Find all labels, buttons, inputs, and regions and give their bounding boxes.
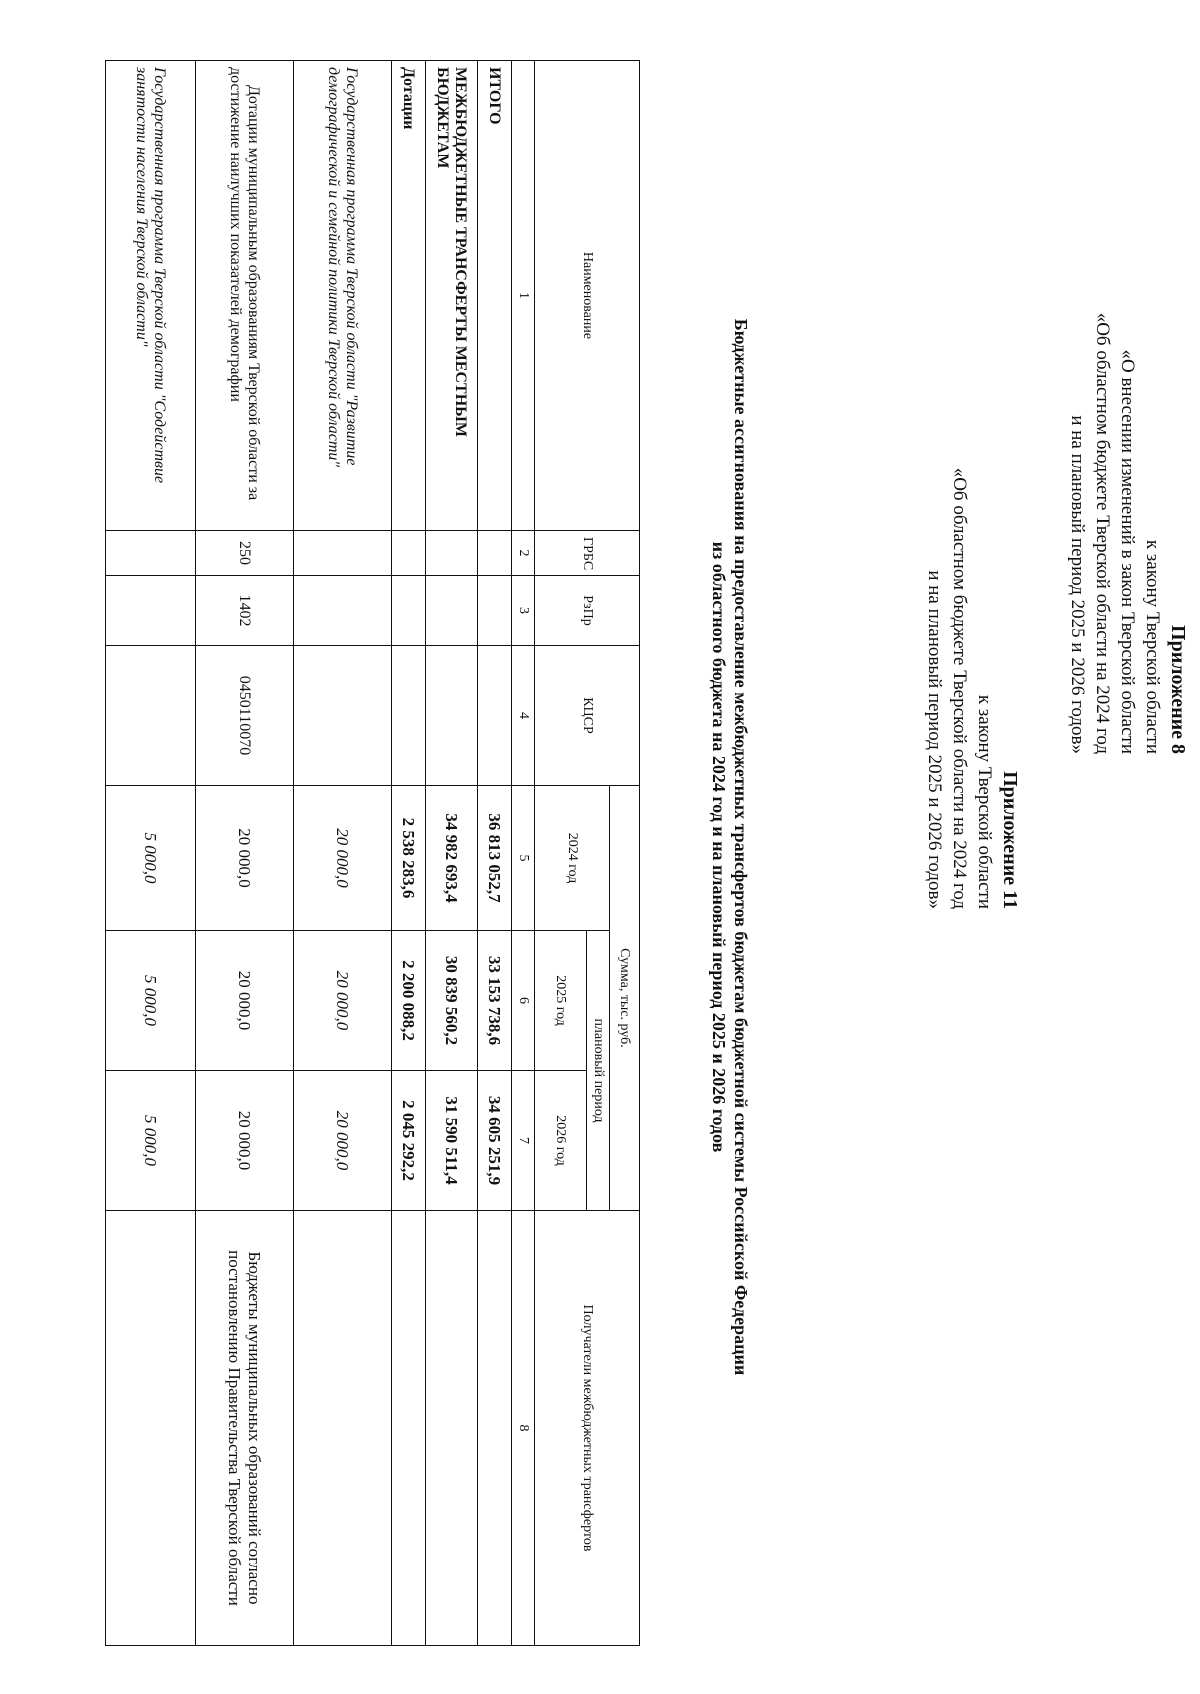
- row-recipients: [478, 1211, 512, 1646]
- row-amount-2025: 30 839 560,2: [426, 931, 478, 1071]
- appendix-11-line: «Об областном бюджете Тверской области на 2024 год: [949, 467, 970, 909]
- table-row-program-employment: [106, 61, 196, 1646]
- header-2024: 2024 год: [535, 786, 610, 931]
- row-kcsr: [294, 646, 392, 786]
- row-amount-2024: 20 000,0: [294, 786, 392, 931]
- row-amount-2025: 33 153 738,6: [478, 931, 512, 1071]
- appendix-11-line: и на плановый период 2025 и 2026 годов»: [924, 570, 945, 909]
- row-kcsr: [392, 646, 426, 786]
- table-row-interbudget-transfers: [426, 61, 478, 1646]
- column-number: 3: [512, 576, 535, 646]
- row-grbs: [106, 531, 196, 576]
- document-title-line: Бюджетные ассигнования на предоставление межбюджетных трансфертов бюджетам бюджетной системы Российской Федерации: [731, 318, 751, 1376]
- appendix-8-line: «Об областном бюджете Тверской области на 2024 год: [1092, 312, 1113, 754]
- row-recipients: Бюджеты муниципальных образований согласно постановлению Правительства Тверской области: [196, 1211, 294, 1646]
- row-amount-2024: 5 000,0: [106, 786, 196, 931]
- row-name: Государственная программа Тверской области "Развитие демографической и семейной политики Тверской области": [294, 61, 392, 531]
- row-amount-2026: 34 605 251,9: [478, 1071, 512, 1211]
- appendix-8-header: [1065, 313, 1190, 754]
- row-amount-2026: 2 045 292,2: [392, 1071, 426, 1211]
- row-kcsr: [426, 646, 478, 786]
- row-rzpr: [478, 576, 512, 646]
- row-recipients: [426, 1211, 478, 1646]
- appendix-11-title: Приложение 11: [999, 771, 1021, 909]
- row-grbs: [478, 531, 512, 576]
- row-amount-2025: 2 200 088,2: [392, 931, 426, 1071]
- column-number: 1: [512, 61, 535, 531]
- row-grbs: 250: [196, 531, 294, 576]
- row-amount-2024: 36 813 052,7: [478, 786, 512, 931]
- row-name: МЕЖБЮДЖЕТНЫЕ ТРАНСФЕРТЫ МЕСТНЫМ БЮДЖЕТАМ: [426, 61, 478, 531]
- row-amount-2026: 31 590 511,4: [426, 1071, 478, 1211]
- row-name: Дотации муниципальным образованиям Тверской области за достижение наилучших показателей демографии: [196, 61, 294, 531]
- column-number: 8: [512, 1211, 535, 1646]
- column-number: 2: [512, 531, 535, 576]
- row-amount-2026: 5 000,0: [106, 1071, 196, 1211]
- row-kcsr: [106, 646, 196, 786]
- row-grbs: [392, 531, 426, 576]
- document-title-line: из областного бюджета на 2024 год и на плановый период 2025 и 2026 годов: [709, 541, 729, 1153]
- header-plan-period: плановый период: [587, 931, 610, 1211]
- header-sum: Сумма, тыс. руб.: [610, 786, 640, 1211]
- row-amount-2025: 20 000,0: [196, 931, 294, 1071]
- row-rzpr: [392, 576, 426, 646]
- appendix-8-line: и на плановый период 2025 и 2026 годов»: [1067, 415, 1088, 754]
- row-recipients: [106, 1211, 196, 1646]
- row-rzpr: 1402: [196, 576, 294, 646]
- row-kcsr: [478, 646, 512, 786]
- row-amount-2024: 20 000,0: [196, 786, 294, 931]
- row-amount-2024: 34 982 693,4: [426, 786, 478, 931]
- row-grbs: [294, 531, 392, 576]
- budget-table: [105, 60, 640, 1646]
- column-number: 7: [512, 1071, 535, 1211]
- row-grbs: [426, 531, 478, 576]
- header-grbs: ГРБС: [535, 531, 640, 576]
- row-name: ИТОГО: [478, 61, 512, 531]
- appendix-8-line: к закону Тверской области: [1142, 539, 1163, 754]
- table-row-grants: [392, 61, 426, 1646]
- appendix-11-header: [922, 468, 1022, 909]
- table-row-demography-grants: [196, 61, 294, 1646]
- row-name: Государственная программа Тверской области "Содействие занятости населения Тверской области": [106, 61, 196, 531]
- appendix-8-title: Приложение 8: [1167, 625, 1189, 754]
- header-2026: 2026 год: [535, 1071, 587, 1211]
- row-name: Дотации: [392, 61, 426, 531]
- row-amount-2025: 5 000,0: [106, 931, 196, 1071]
- row-kcsr: 0450110070: [196, 646, 294, 786]
- header-rzpr: РзПр: [535, 576, 640, 646]
- row-recipients: [294, 1211, 392, 1646]
- column-number: 4: [512, 646, 535, 786]
- row-rzpr: [426, 576, 478, 646]
- header-2025: 2025 год: [535, 931, 587, 1071]
- row-amount-2026: 20 000,0: [294, 1071, 392, 1211]
- column-number: 5: [512, 786, 535, 931]
- appendix-11-line: к закону Тверской области: [974, 694, 995, 909]
- row-rzpr: [294, 576, 392, 646]
- column-number: 6: [512, 931, 535, 1071]
- table-row-total: [478, 61, 512, 1646]
- table-row-program-demography: [294, 61, 392, 1646]
- document-title: [708, 0, 752, 1694]
- row-recipients: [392, 1211, 426, 1646]
- row-rzpr: [106, 576, 196, 646]
- header-kcsr: КЦСР: [535, 646, 640, 786]
- row-amount-2026: 20 000,0: [196, 1071, 294, 1211]
- row-amount-2024: 2 538 283,6: [392, 786, 426, 931]
- row-amount-2025: 20 000,0: [294, 931, 392, 1071]
- appendix-8-line: «О внесении изменений в закон Тверской области: [1117, 349, 1138, 754]
- header-name: Наименование: [535, 61, 640, 531]
- header-recipients: Получатели межбюджетных трансфертов: [535, 1211, 640, 1646]
